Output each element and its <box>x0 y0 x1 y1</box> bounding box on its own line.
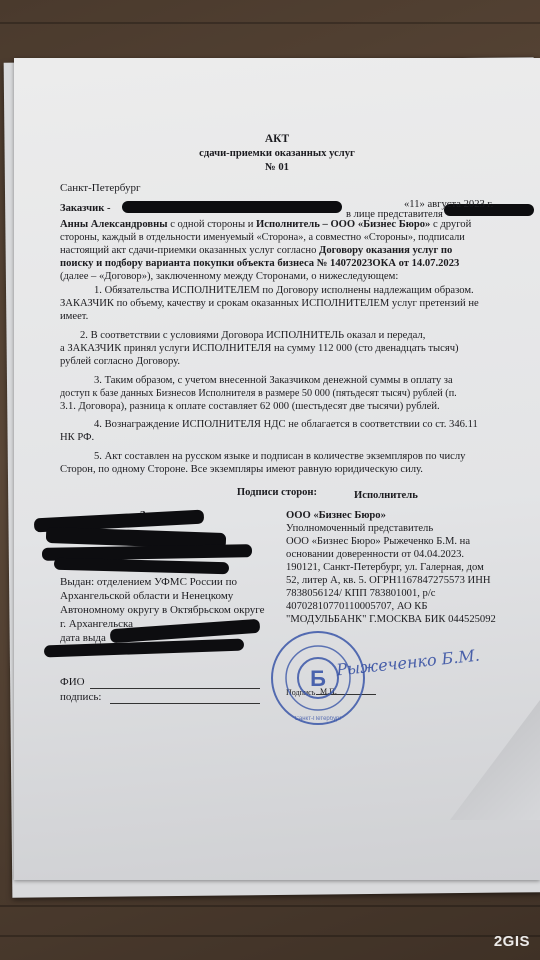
executor-line: 40702810770110005707, АО КБ <box>286 601 428 612</box>
stamp-center: Б <box>310 666 326 691</box>
clause-2-cont: а ЗАКАЗЧИК принял услуги ИСПОЛНИТЕЛЯ на сумму 112 000 (сто двенадцать тысяч) <box>60 343 459 354</box>
doc-date: «11» августа 2023 г. <box>404 199 494 210</box>
watermark-logo: 2GIS <box>493 933 530 950</box>
clause-3-cont: доступ к базе данных Бизнесов Исполнителя в размере 50 000 (пятьдесят тысяч) рублей (п. <box>60 388 457 399</box>
company-stamp <box>268 628 368 728</box>
clause-4: 4. Вознаграждение ИСПОЛНИТЕЛЯ НДС не облагается в соответствии со ст. 346.11 <box>94 419 478 430</box>
preamble-customer: Заказчик - <box>60 203 111 214</box>
clause-3-cont: 3.1. Договора), разница к оплате составляет 62 000 (шестьдесят две тысячи) рублей. <box>60 401 440 412</box>
preamble-line: стороны, каждый в отдельности именуемый «Сторона», а совместно «Стороны», подписали <box>60 232 465 243</box>
executor-line: основании доверенности от 04.04.2023. <box>286 549 465 560</box>
preamble-line: настоящий акт сдачи-приемки оказанных услуг согласно <box>60 245 317 256</box>
stamp-ring-text: Санкт-Петербург <box>294 716 342 722</box>
clause-1: 1. Обязательства ИСПОЛНИТЕЛЕМ по Договору исполнены надлежащим образом. <box>94 285 474 296</box>
doc-subtitle: сдачи-приемки оказанных услуг <box>199 148 355 159</box>
doc-title: АКТ <box>264 133 290 145</box>
doc-number: № 01 <box>265 162 289 173</box>
signature-line <box>110 703 260 704</box>
executor-line: 52, литер А, кв. 5. ОГРН1167847275573 ИНН <box>286 575 491 586</box>
redaction-mark <box>122 201 342 213</box>
executor-heading: Исполнитель <box>354 490 418 501</box>
redaction-mark <box>54 558 229 575</box>
fio-label: ФИО <box>60 676 85 688</box>
clause-1-cont: имеет. <box>60 311 89 322</box>
executor-line: 190121, Санкт-Петербург, ул. Галерная, дом <box>286 562 484 573</box>
preamble-executor: Исполнитель – ООО «Бизнес Бюро» <box>256 219 431 230</box>
customer-passport-line: дата выда <box>60 632 106 644</box>
preamble-line: (далее – «Договор»), заключенному между Сторонами, о нижеследующем: <box>60 271 399 282</box>
document-page <box>14 58 540 880</box>
handwritten-signature: Рыжеченко Б.М. <box>335 645 481 680</box>
page-fold <box>450 700 540 820</box>
executor-line: Уполномоченный представитель <box>286 523 434 534</box>
fio-line <box>90 688 260 689</box>
executor-sign-label: Подпись <box>286 688 316 697</box>
preamble-other: с другой <box>433 219 472 230</box>
preamble-contract-subject: поиску и подбору варианта покупки объекта бизнеса № 14072023ОКА от 14.07.2023 <box>60 258 460 269</box>
clause-5-cont: Сторон, по одному Стороне. Все экземпляры имеют равную юридическую силу. <box>60 464 423 475</box>
clause-2: 2. В соответствии с условиями Договора ИСПОЛНИТЕЛЬ оказал и передал, <box>80 330 426 341</box>
preamble-side: с одной стороны и <box>170 219 254 230</box>
clause-5: 5. Акт составлен на русском языке и подписан в количестве экземпляров по числу <box>94 451 466 462</box>
customer-passport-line: Архангельской области и Ненецкому <box>60 590 234 602</box>
customer-passport-line: Выдан: отделением УФМС России по <box>60 576 237 588</box>
clause-4-cont: НК РФ. <box>60 432 95 443</box>
city: Санкт-Петербург <box>60 182 141 194</box>
executor-line: 7838056124/ КПП 783801001, р/с <box>286 588 436 599</box>
executor-line: "МОДУЛЬБАНК" Г.МОСКВА БИК 044525092 <box>286 614 496 625</box>
preamble-name: Анны Александровны <box>60 219 168 230</box>
clause-3: 3. Таким образом, с учетом внесенной Заказчиком денежной суммы в оплату за <box>94 375 453 386</box>
executor-line: ООО «Бизнес Бюро» Рыжеченко Б.М. на <box>286 536 471 547</box>
customer-passport-line: г. Архангельска <box>60 618 134 630</box>
executor-sign-name: М.П. <box>320 687 337 696</box>
preamble-rep: в лице представителя <box>346 209 443 220</box>
clause-2-cont: рублей согласно Договору. <box>60 356 181 367</box>
clause-1-cont: ЗАКАЗЧИК по объему, качеству и срокам оказанных ИСПОЛНИТЕЛЕМ услуг претензий не <box>60 298 479 309</box>
customer-passport-line: Автономному округу в Октябрьском округе <box>60 604 265 616</box>
signatures-heading: Подписи сторон: <box>236 487 318 498</box>
signature-label: подпись: <box>60 691 102 703</box>
executor-name: ООО «Бизнес Бюро» <box>286 510 386 521</box>
preamble-contract: Договору оказания услуг по <box>319 245 453 256</box>
